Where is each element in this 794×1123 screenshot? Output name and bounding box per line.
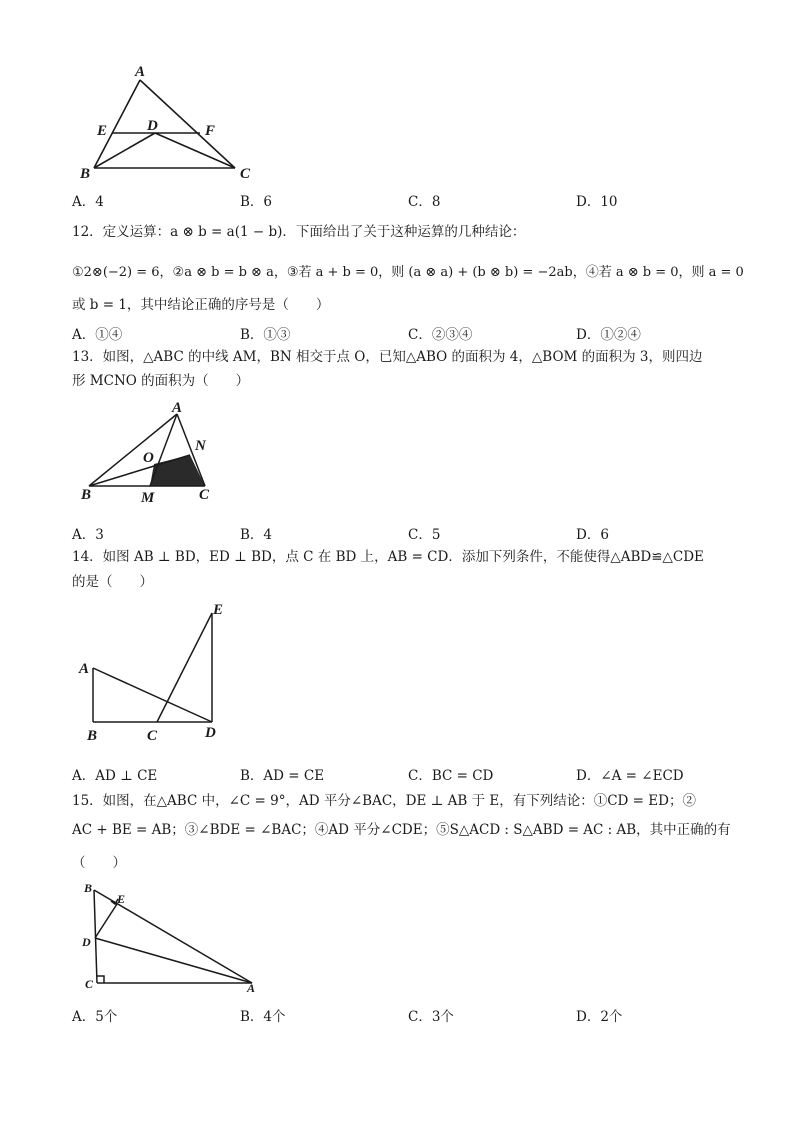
q12-option-c[interactable]: C．②③④ [408, 327, 473, 343]
q11-option-b[interactable]: B．6 [240, 194, 273, 210]
label-A: A [172, 400, 183, 416]
q11-option-c[interactable]: C．8 [408, 194, 441, 210]
q15-stem-line3: （ ） [72, 855, 126, 871]
label-C: C [240, 166, 251, 182]
q12-stem-line1: 12．定义运算：a ⊗ b = a(1 − b)．下面给出了关于这种运算的几种结论： [72, 224, 526, 240]
label-C: C [147, 728, 158, 744]
q12-stem-line3: 或 b = 1，其中结论正确的序号是（ ） [72, 297, 330, 313]
q13-option-b[interactable]: B．4 [240, 527, 273, 543]
q11-option-a[interactable]: A．4 [72, 194, 104, 210]
label-E: E [213, 602, 224, 618]
q13-stem-line2: 形 MCNO 的面积为（ ） [72, 373, 250, 389]
label-A: A [135, 64, 146, 80]
label-B: B [80, 166, 91, 182]
label-M: M [141, 490, 155, 506]
label-D: D [147, 118, 158, 134]
label-B: B [87, 728, 98, 744]
label-N: N [195, 438, 206, 454]
q15-option-d[interactable]: D．2个 [576, 1009, 623, 1025]
q14-stem-line2: 的是（ ） [72, 574, 153, 590]
q13-option-d[interactable]: D．6 [576, 527, 609, 543]
q15-option-b[interactable]: B．4个 [240, 1009, 286, 1025]
label-E: E [117, 892, 126, 906]
q15-option-c[interactable]: C．3个 [408, 1009, 454, 1025]
q15-stem-line2: AC + BE = AB；③∠BDE = ∠BAC；④AD 平分∠CDE；⑤S△ACD : S△ABD = AC : AB，其中正确的有 [72, 822, 731, 838]
label-B: B [81, 487, 92, 503]
q13-stem-line1: 13．如图，△ABC 的中线 AM，BN 相交于点 O，已知△ABO 的面积为 4，△BOM 的面积为 3，则四边 [72, 349, 703, 365]
label-C: C [199, 487, 210, 503]
label-A: A [79, 661, 90, 677]
q13-option-c[interactable]: C．5 [408, 527, 441, 543]
q12-option-a[interactable]: A．①④ [72, 327, 123, 343]
q14-option-a[interactable]: A．AD ⊥ CE [72, 768, 158, 784]
q13-option-a[interactable]: A．3 [72, 527, 104, 543]
q14-stem-line1: 14．如图 AB ⊥ BD，ED ⊥ BD，点 C 在 BD 上，AB = CD．添加下列条件，不能使得△ABD≌△CDE [72, 549, 704, 565]
q12-option-b[interactable]: B．①③ [240, 327, 291, 343]
label-D: D [205, 725, 216, 741]
label-D: D [82, 935, 91, 949]
label-O: O [143, 450, 154, 466]
q14-option-c[interactable]: C．BC = CD [408, 768, 494, 784]
segment-DE [95, 904, 117, 938]
right-angle-mark-c [97, 976, 104, 983]
label-C: C [85, 977, 94, 991]
q15-stem-line1: 15．如图，在△ABC 中，∠C = 9°，AD 平分∠BAC，DE ⊥ AB 于 E，有下列结论：①CD = ED；② [72, 793, 696, 809]
q12-stem-line2: ①2⊗(−2) = 6，②a ⊗ b = b ⊗ a，③若 a + b = 0，则 (a ⊗ a) + (b ⊗ b) = −2ab，④若 a ⊗ b = 0，则 a = 0 [72, 265, 744, 280]
label-F: F [205, 123, 216, 139]
label-E: E [97, 123, 108, 139]
q14-option-d[interactable]: D．∠A = ∠ECD [576, 768, 684, 784]
q14-option-b[interactable]: B．AD = CE [240, 768, 325, 784]
q15-option-a[interactable]: A．5个 [72, 1009, 118, 1025]
segment-AD [95, 938, 252, 983]
label-A: A [247, 981, 256, 995]
label-B: B [84, 881, 93, 895]
q12-option-d[interactable]: D．①②④ [576, 327, 641, 343]
q11-option-d[interactable]: D．10 [576, 194, 618, 210]
